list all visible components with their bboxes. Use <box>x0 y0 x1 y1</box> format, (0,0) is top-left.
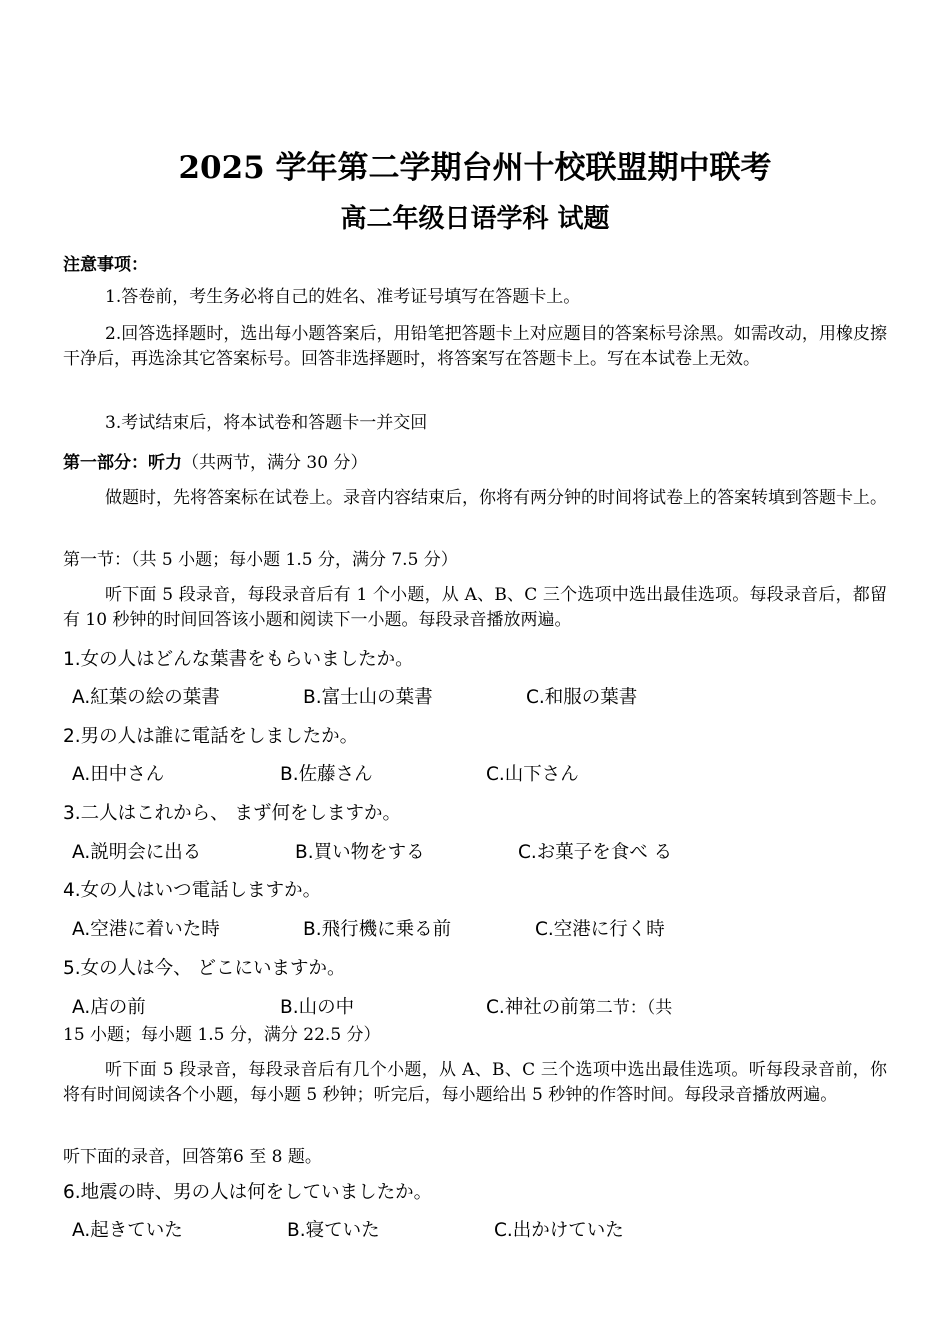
question-3: 3.二人はこれから、 まず何をしますか。 <box>63 803 402 824</box>
question-5-option-c <box>486 993 672 1019</box>
question-6: 6.地震の時、男の人は何をしていましたか。 <box>63 1182 433 1203</box>
question-5-option-a: A.店の前 <box>72 997 146 1018</box>
part1-note: （共两节，满分 30 分） <box>182 453 368 473</box>
section1-heading: 第一节：（共 5 小题；每小题 1.5 分，满分 7.5 分） <box>63 550 458 570</box>
question-6-option-c: C.出かけていた <box>494 1220 624 1241</box>
notice-item-2: 2.回答选择题时，选出每小题答案后，用铅笔把答题卡上对应题目的答案标号涂黑。如需改动，用橡皮擦干净后，再选涂其它答案标号。回答非选择题时，将答案写在答题卡上。写在本试卷上无效。 <box>63 324 887 369</box>
question-4-option-c: C.空港に行く時 <box>535 919 665 940</box>
section1-instruction: 听下面 5 段录音，每段录音后有 1 个小题，从 A、B、C 三个选项中选出最佳选项。每段录音后，都留有 10 秒钟的时间回答该小题和阅读下一小题。每段录音播放两遍。 <box>63 585 887 630</box>
question-1-option-b: B.富士山の葉書 <box>303 687 433 708</box>
question-5-option-c-text: C.神社の前 <box>486 997 579 1018</box>
question-2: 2.男の人は誰に電話をしましたか。 <box>63 726 359 747</box>
part1-instruction: 做题时，先将答案标在试卷上。录音内容结束后，你将有两分钟的时间将试卷上的答案转填到答题卡上。 <box>105 488 887 508</box>
question-5: 5.女の人は今、 どこにいますか。 <box>63 958 346 979</box>
question-3-option-b: B.買い物をする <box>295 842 425 863</box>
question-2-option-a: A.田中さん <box>72 764 165 785</box>
question-4-option-b: B.飛行機に乗る前 <box>303 919 452 940</box>
question-1-option-c: C.和服の葉書 <box>526 687 638 708</box>
question-4: 4.女の人はいつ電話しますか。 <box>63 880 322 901</box>
question-6-option-a: A.起きていた <box>72 1220 183 1241</box>
exam-title: 2025 学年第二学期台州十校联盟期中联考 <box>178 150 772 186</box>
notice-item-1: 1.答卷前，考生务必将自己的姓名、准考证号填写在答题卡上。 <box>105 287 581 307</box>
question-2-option-b: B.佐藤さん <box>280 764 373 785</box>
notice-item-3: 3.考试结束后，将本试卷和答题卡一并交回 <box>105 413 428 433</box>
section2-instruction: 听下面 5 段录音，每段录音后有几个小题，从 A、B、C 三个选项中选出最佳选项。听每段录音前，你将有时间阅读各个小题，每小题 5 秒钟；听完后，每小题给出 5 秒钟的作答时间。每段录音播放两遍。 <box>63 1060 887 1105</box>
question-4-option-a: A.空港に着いた時 <box>72 919 220 940</box>
question-1: 1.女の人はどんな葉書をもらいましたか。 <box>63 649 414 670</box>
question-3-option-a: A.説明会に出る <box>72 842 202 863</box>
section2-heading-rest: 15 小题；每小题 1.5 分，满分 22.5 分） <box>63 1025 381 1045</box>
question-2-option-c: C.山下さん <box>486 764 579 785</box>
notice-heading: 注意事项： <box>63 255 148 275</box>
question-6-option-b: B.寝ていた <box>287 1220 380 1241</box>
question-5-option-b: B.山の中 <box>280 997 355 1018</box>
section2-heading-start: 第二节：（共 <box>578 998 673 1018</box>
part1-title: 第一部分：听力 <box>63 453 182 473</box>
question-1-option-a: A.紅葉の絵の葉書 <box>72 687 220 708</box>
exam-subtitle: 高二年级日语学科 试题 <box>340 204 610 234</box>
question-3-option-c: C.お菓子を食べ る <box>518 842 673 863</box>
section2-listen-note: 听下面的录音，回答第6 至 8 题。 <box>63 1147 322 1167</box>
part1-heading <box>63 448 367 473</box>
